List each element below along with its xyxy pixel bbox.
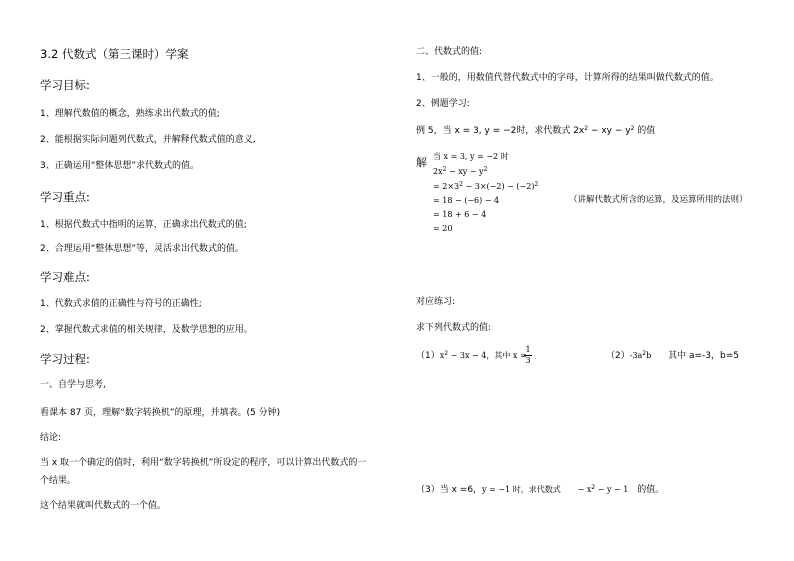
conclusion-line-3: 这个结果就叫代数式的一个值。: [40, 501, 167, 511]
process-heading: 学习过程:: [40, 352, 90, 366]
conclusion-line-2: 个结果。: [40, 476, 77, 486]
practice-task: 求下列代数式的值:: [416, 323, 492, 333]
solution-label: 解: [416, 156, 427, 169]
objective-item-2: 2、能根据实际问题列代数式，并解释代数式值的意义,: [40, 135, 256, 145]
keypoints-heading: 学习重点:: [40, 190, 90, 204]
example-5-statement: 例 5，当 x = 3, y = −2时，求代数式 $2x^2$ − xy − $y^2$ 的值: [416, 125, 656, 136]
conclusion-line-1: 当 x 取一个确定的值时，利用“数字转换机”所设定的程序，可以计算出代数式的一: [40, 458, 367, 468]
difficulties-heading: 学习难点:: [40, 270, 90, 284]
read-task: 看课本 87 页，理解“数字转换机”的原理，并填表。(5 分钟): [40, 408, 281, 418]
difficulty-item-1: 1、代数式求值的正确性与符号的正确性;: [40, 299, 202, 309]
objective-item-1: 1、理解代数值的概念，熟练求出代数式的值;: [40, 109, 220, 119]
definition-text: 1、一般的，用数值代替代数式中的字母，计算所得的结果叫做代数式的值。: [416, 73, 719, 83]
self-study-heading: 一、自学与思考,: [40, 380, 106, 390]
keypoint-item-2: 2、合理运用“整体思想”等，灵活求出代数式的值。: [40, 244, 245, 254]
solution-line-5: = 18 + 6 − 4: [433, 210, 487, 219]
page-title: 3.2 代数式（第三课时）学案: [40, 47, 189, 61]
objectives-heading: 学习目标:: [40, 78, 90, 92]
difficulty-item-2: 2、掌握代数式求值的相关规律，及数学思想的应用。: [40, 325, 253, 335]
solution-line-6: = 20: [433, 224, 453, 233]
solution-line-2: $2x^2$ − xy − $y^2$: [433, 166, 488, 176]
practice-2: $(2)-3a^2b$ 其中 a=-3，b=5: [606, 350, 739, 361]
solution-line-4: = 18 − (−6) − 4: [433, 196, 500, 205]
keypoint-item-1: 1、根据代数式中指明的运算，正确求出代数式的值;: [40, 220, 247, 230]
practice-heading: 对应练习:: [416, 297, 456, 307]
practice-3: （3）当 x =6，y = −1 时，求代数式 − $x^2 - y - 1$ 的值。: [416, 484, 665, 495]
solution-line-1: 当 x = 3, y = −2 时: [433, 152, 509, 161]
solution-line-3: = $2\times 3^2 - 3\times(-2) - (-2)^2$: [433, 181, 539, 191]
practice-1: $(1)x^2 - 3x - 4$，其中 x =: [416, 350, 527, 361]
practice-1-fraction: $\frac{1}{3}$: [525, 345, 531, 365]
objective-item-3: 3、正确运用“整体思想”求代数式的值。: [40, 161, 200, 171]
solution-note: （讲解代数式所含的运算，及运算所用的法则）: [569, 195, 748, 205]
example-heading: 2、例题学习:: [416, 99, 470, 109]
section-2-heading: 二、代数式的值:: [416, 47, 483, 57]
conclusion-label: 结论:: [40, 433, 62, 443]
